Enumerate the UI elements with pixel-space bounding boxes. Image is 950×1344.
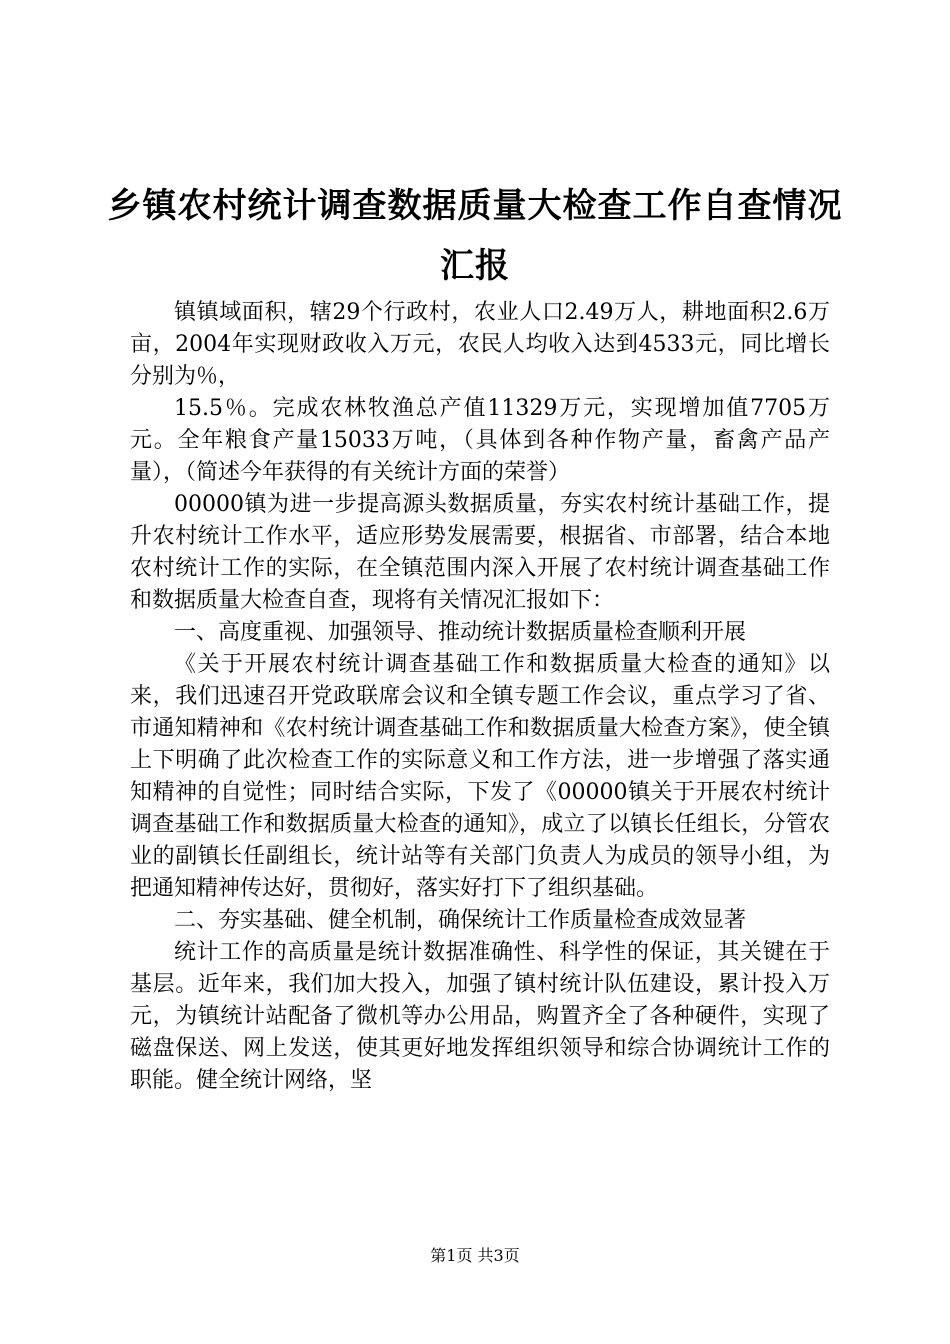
paragraph-overview: 镇镇域面积，辖29个行政村，农业人口2.49万人，耕地面积2.6万亩，2004年实现财政收入万元，农民人均收入达到4533元，同比增长分别为％，	[130, 300, 830, 389]
document-title: 乡镇农村统计调查数据质量大检查工作自查情况汇报	[107, 186, 843, 286]
paragraph-production: 15.5％。完成农林牧渔总产值11329万元，实现增加值7705万元。全年粮食产量15033万吨，（具体到各种作物产量，畜禽产品产量），（简述今年获得的有关统计方面的荣誉）	[130, 396, 830, 485]
page-number-footer: 第1页 共3页	[430, 1246, 520, 1265]
paragraph-introduction: 00000镇为进一步提高源头数据质量，夯实农村统计基础工作，提升农村统计工作水平，适应形势发展需要，根据省、市部署，结合本地农村统计工作的实际，在全镇范围内深入开展了农村统计调查基础工作和数据质量大检查自查，现将有关情况汇报如下：	[130, 492, 830, 613]
section-heading-2: 二、夯实基础、健全机制，确保统计工作质量检查成效显著	[174, 908, 747, 933]
paragraph-section-2: 统计工作的高质量是统计数据准确性、科学性的保证，其关键在于基层。近年来，我们加大投入，加强了镇村统计队伍建设，累计投入万元，为镇统计站配备了微机等办公用品，购置齐全了各种硬件，实现了磁盘保送、网上发送，使其更好地发挥组织领导和综合协调统计工作的职能。健全统计网络，坚	[130, 940, 830, 1093]
paragraph-section-1: 《关于开展农村统计调查基础工作和数据质量大检查的通知》以来，我们迅速召开党政联席会议和全镇专题工作会议，重点学习了省、市通知精神和《农村统计调查基础工作和数据质量大检查方案》，使全镇上下明确了此次检查工作的实际意义和工作方法，进一步增强了落实通知精神的自觉性；同时结合实际，下发了《00000镇关于开展农村统计调查基础工作和数据质量大检查的通知》，成立了以镇长任组长，分管农业的副镇长任副组长，统计站等有关部门负责人为成员的领导小组，为把通知精神传达好，贯彻好，落实好打下了组织基础。	[130, 652, 830, 901]
section-heading-1: 一、高度重视、加强领导、推动统计数据质量检查顺利开展	[174, 620, 747, 645]
document-body	[130, 297, 830, 1097]
